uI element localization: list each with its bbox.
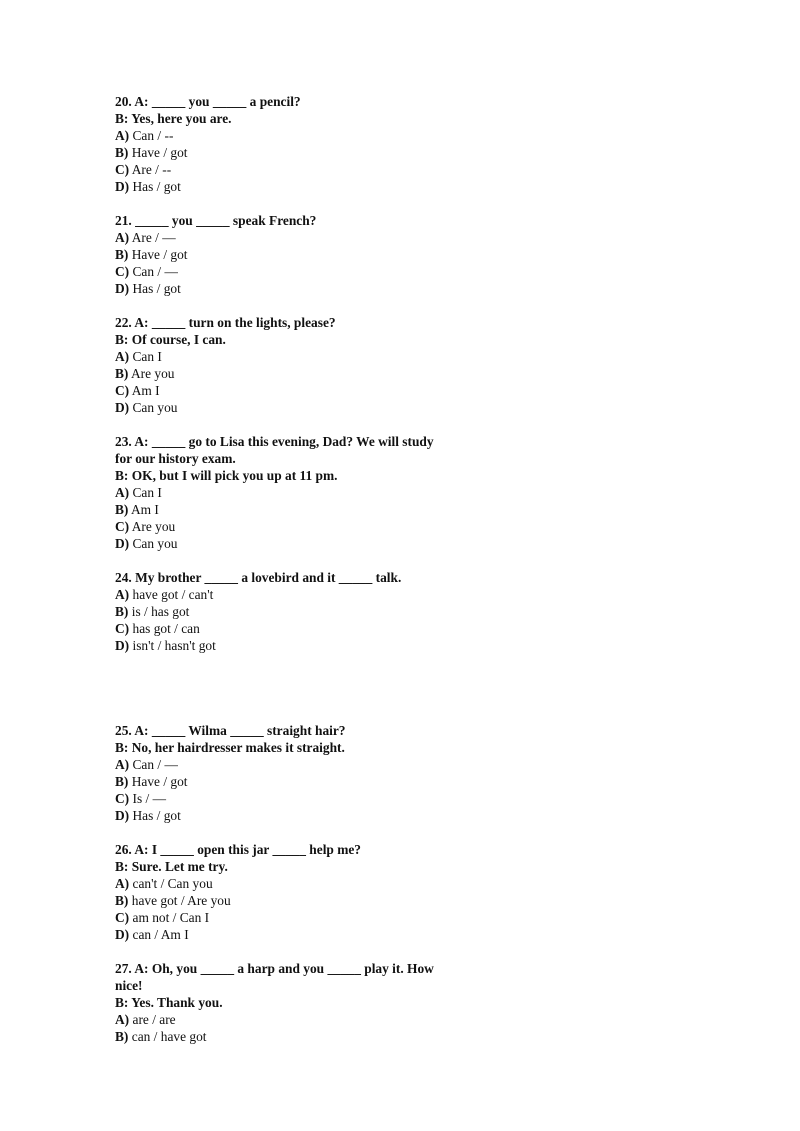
option-letter: B)	[115, 145, 129, 160]
option-c	[115, 161, 495, 178]
option-d	[115, 926, 495, 943]
spacer	[115, 297, 495, 314]
option-letter: C)	[115, 791, 130, 806]
option-text: can / Am I	[132, 927, 189, 942]
option-letter: D)	[115, 808, 130, 823]
option-letter: A)	[115, 230, 130, 245]
option-text: Are / —	[131, 230, 176, 245]
option-text: Have / got	[131, 145, 188, 160]
spacer	[115, 654, 495, 722]
question-21	[115, 212, 495, 297]
option-d	[115, 399, 495, 416]
option-b	[115, 501, 495, 518]
option-letter: A)	[115, 349, 130, 364]
option-c	[115, 518, 495, 535]
option-text: Have / got	[131, 774, 188, 789]
question-response: B: Of course, I can.	[115, 332, 226, 347]
option-text: have got / Are you	[131, 893, 231, 908]
question-24	[115, 569, 495, 654]
option-text: is / has got	[131, 604, 190, 619]
option-text: Can you	[132, 536, 178, 551]
option-d	[115, 807, 495, 824]
option-letter: D)	[115, 400, 130, 415]
option-text: Can I	[132, 485, 162, 500]
question-stem: 23. A: _____ go to Lisa this evening, Dad? We will study	[115, 434, 434, 449]
option-d	[115, 178, 495, 195]
option-d	[115, 535, 495, 552]
option-text: can / have got	[131, 1029, 207, 1044]
question-22	[115, 314, 495, 416]
option-letter: D)	[115, 638, 130, 653]
option-letter: B)	[115, 366, 129, 381]
option-b	[115, 144, 495, 161]
question-response: B: Yes. Thank you.	[115, 995, 223, 1010]
option-text: Have / got	[131, 247, 188, 262]
question-stem: 22. A: _____ turn on the lights, please?	[115, 315, 336, 330]
option-text: Are / --	[131, 162, 172, 177]
option-b	[115, 603, 495, 620]
question-25	[115, 722, 495, 824]
option-a	[115, 229, 495, 246]
option-letter: C)	[115, 519, 130, 534]
option-letter: B)	[115, 1029, 129, 1044]
option-letter: C)	[115, 910, 130, 925]
option-text: Am I	[131, 383, 160, 398]
option-letter: D)	[115, 281, 130, 296]
question-23	[115, 433, 495, 552]
option-a	[115, 586, 495, 603]
option-text: Can / --	[132, 128, 174, 143]
option-b	[115, 246, 495, 263]
worksheet-page	[115, 93, 495, 1045]
option-text: Can I	[132, 349, 162, 364]
option-text: can't / Can you	[132, 876, 213, 891]
option-b	[115, 892, 495, 909]
option-letter: B)	[115, 893, 129, 908]
option-b	[115, 773, 495, 790]
option-text: Has / got	[132, 179, 181, 194]
option-letter: D)	[115, 536, 130, 551]
option-a	[115, 127, 495, 144]
option-text: Has / got	[132, 808, 181, 823]
option-text: has got / can	[132, 621, 200, 636]
question-26	[115, 841, 495, 943]
option-letter: A)	[115, 876, 130, 891]
option-letter: A)	[115, 757, 130, 772]
question-stem: 25. A: _____ Wilma _____ straight hair?	[115, 723, 346, 738]
option-d	[115, 637, 495, 654]
option-b	[115, 1028, 495, 1045]
option-c	[115, 620, 495, 637]
spacer	[115, 943, 495, 960]
option-text: Has / got	[132, 281, 181, 296]
option-letter: B)	[115, 502, 129, 517]
question-stem: 21. _____ you _____ speak French?	[115, 213, 317, 228]
question-stem: 24. My brother _____ a lovebird and it _____ talk.	[115, 570, 402, 585]
option-letter: A)	[115, 128, 130, 143]
option-a	[115, 348, 495, 365]
spacer	[115, 416, 495, 433]
question-response: B: OK, but I will pick you up at 11 pm.	[115, 468, 338, 483]
option-text: Can / —	[132, 264, 178, 279]
option-letter: C)	[115, 264, 130, 279]
question-response: B: Sure. Let me try.	[115, 859, 228, 874]
option-letter: C)	[115, 162, 130, 177]
option-letter: C)	[115, 383, 130, 398]
option-letter: A)	[115, 485, 130, 500]
spacer	[115, 824, 495, 841]
option-text: Is / —	[132, 791, 166, 806]
question-stem: 20. A: _____ you _____ a pencil?	[115, 94, 301, 109]
option-letter: A)	[115, 587, 130, 602]
option-text: Can you	[132, 400, 178, 415]
option-text: am not / Can I	[132, 910, 210, 925]
option-c	[115, 382, 495, 399]
option-text: are / are	[132, 1012, 176, 1027]
option-text: isn't / hasn't got	[132, 638, 216, 653]
option-c	[115, 790, 495, 807]
spacer	[115, 195, 495, 212]
option-c	[115, 263, 495, 280]
question-20	[115, 93, 495, 195]
option-a	[115, 484, 495, 501]
option-c	[115, 909, 495, 926]
option-letter: B)	[115, 247, 129, 262]
option-text: Am I	[131, 502, 159, 517]
option-a	[115, 756, 495, 773]
option-b	[115, 365, 495, 382]
option-text: Are you	[131, 366, 175, 381]
question-27	[115, 960, 495, 1045]
question-stem-continued: for our history exam.	[115, 451, 236, 466]
question-response: B: Yes, here you are.	[115, 111, 232, 126]
option-letter: B)	[115, 774, 129, 789]
option-letter: D)	[115, 179, 130, 194]
option-text: Can / —	[132, 757, 178, 772]
option-d	[115, 280, 495, 297]
question-stem: 27. A: Oh, you _____ a harp and you _____ play it. How	[115, 961, 434, 976]
option-text: Are you	[131, 519, 176, 534]
spacer	[115, 552, 495, 569]
question-response: B: No, her hairdresser makes it straight.	[115, 740, 345, 755]
option-a	[115, 1011, 495, 1028]
option-letter: B)	[115, 604, 129, 619]
option-a	[115, 875, 495, 892]
question-stem-continued: nice!	[115, 978, 143, 993]
option-letter: A)	[115, 1012, 130, 1027]
option-letter: D)	[115, 927, 130, 942]
option-text: have got / can't	[132, 587, 214, 602]
question-stem: 26. A: I _____ open this jar _____ help me?	[115, 842, 361, 857]
option-letter: C)	[115, 621, 130, 636]
